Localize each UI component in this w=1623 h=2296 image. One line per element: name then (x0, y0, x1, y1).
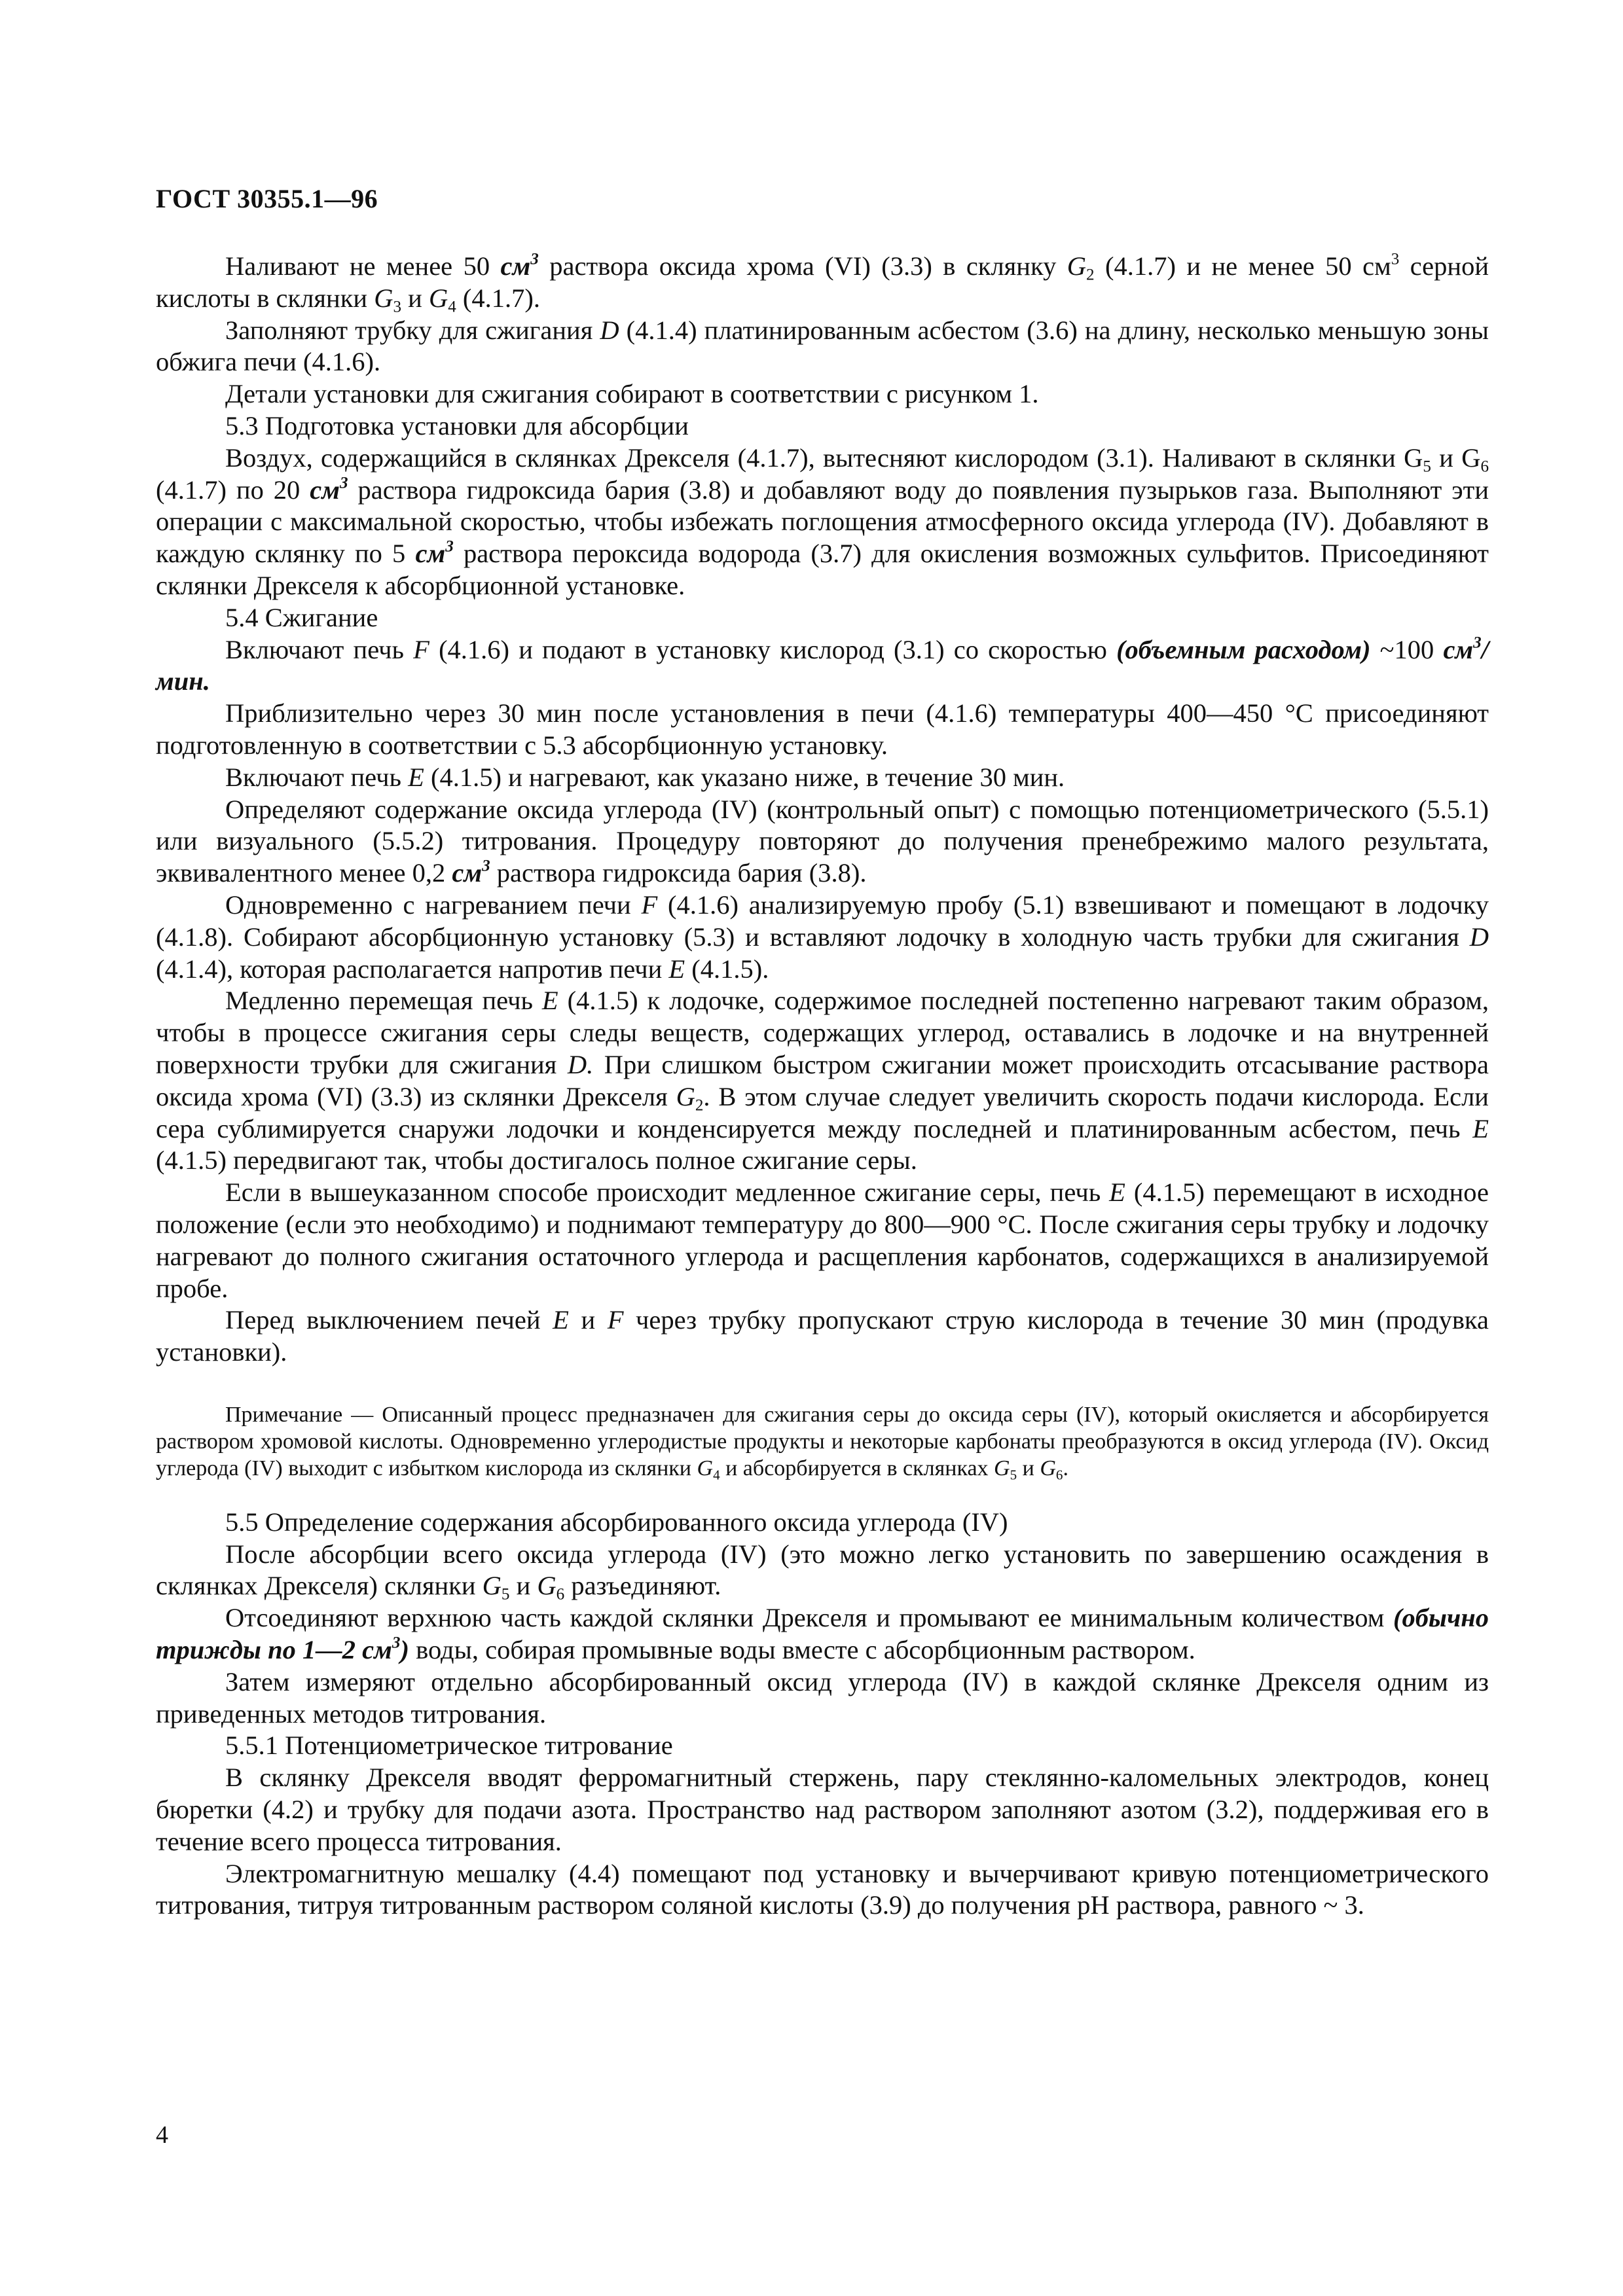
paragraph: После абсорбции всего оксида углерода (IV) (это можно легко установить по завершению осаждения в склянках Дрекселя) склянки $G_5$ и $G_6$ разъединяют. (156, 1539, 1489, 1604)
text-run: G (676, 1081, 695, 1111)
paragraph: Включают печь E (4.1.5) и нагревают, как указано ниже, в течение 30 мин. (225, 762, 1065, 792)
text-run: 3 (530, 250, 539, 268)
text-run: 3 (1473, 634, 1482, 652)
paragraph: Медленно перемещая печь E (4.1.5) к лодочке, содержимое последней постепенно нагревают таким образом, чтобы в процессе сжигания серы следы веществ, содержащих углерод, оставались в лодочке и на внутренней поверхности трубки для сжигания D. При слишком быстром сжигании может происходить отсасывание раствора оксида хрома (VI) (3.3) из склянки Дрекселя $G_2$. В этом случае следует увеличить скорость подачи кислорода. Если сера сублимируется снаружи лодочки и конденсируется между последней и платинированным асбестом, печь E (4.1.5) передвигают так, чтобы достигалось полное сжигание серы. (156, 986, 1489, 1175)
paragraph: Приблизительно через 30 мин после установления в печи (4.1.6) температуры 400—450 °С присоединяют подготовленную в соответствии с 5.3 абсорбционную установку. (156, 698, 1489, 760)
paragraph: Отсоединяют верхнюю часть каждой склянки Дрекселя и промывают ее минимальным количеством (обычно трижды по 1—2 $см^3$) воды, собирая промывные воды вместе с абсорбционным раствором. (156, 1603, 1489, 1665)
document-header: ГОСТ 30355.1—96 (156, 184, 378, 213)
paragraph: Затем измеряют отдельно абсорбированный оксид углерода (IV) в каждой склянке Дрекселя одним из приведенных методов титрования. (156, 1666, 1489, 1729)
section-heading: 5.5 Определение содержания абсорбированного оксида углерода (IV) (225, 1507, 1008, 1537)
text-run: 5 (1423, 457, 1431, 476)
text-run: 6 (1055, 1467, 1063, 1483)
note: Примечание — Описанный процесс предназначен для сжигания серы до оксида серы (IV), который окисляется и абсорбируется раствором хромовой кислоты. Одновременно углеродистые продукты и некоторые карбонаты преобразуются в оксид углерода (IV). Оксид углерода (IV) выходит с избытком кислорода из склянки $G_4$ и абсорбируется в склянках $G_5$ и $G_6$. (156, 1402, 1489, 1483)
text-run: 6 (1480, 457, 1489, 476)
text-run: E (553, 1305, 569, 1335)
text-run: F (413, 634, 429, 664)
text-run: см (1443, 634, 1474, 664)
text-run: 4 (713, 1467, 720, 1483)
text-run: (объемным расходом) (1116, 634, 1371, 664)
text-run: F (607, 1305, 624, 1335)
text-run: ) (400, 1635, 409, 1665)
text-run: см (500, 251, 531, 281)
text-run: см (310, 475, 340, 505)
text-run: 3 (393, 298, 401, 316)
text-run: E (668, 954, 685, 984)
text-run: 2 (695, 1096, 704, 1115)
paragraph: Включают печь F (4.1.6) и подают в установку кислород (3.1) со скоростью (объемным расходом) ~100 $см^3$/мин. (156, 634, 1489, 696)
text-run: см (415, 539, 446, 569)
text-run: 3 (482, 857, 490, 875)
paragraph: Одновременно с нагреванием печи F (4.1.6) анализируемую пробу (5.1) взвешивают и помещают в лодочку (4.1.8). Собирают абсорбционную установку (5.3) и вставляют лодочку в холодную часть трубки для сжигания D (4.1.4), которая располагается напротив печи E (4.1.5). (156, 889, 1489, 984)
paragraph: Электромагнитную мешалку (4.4) помещают под установку и вычерчивают кривую потенциометрического титрования, титруя титрованным раствором соляной кислоты (3.9) до получения pH раствора, равного ~ 3. (156, 1858, 1489, 1920)
paragraph: Если в вышеуказанном способе происходит медленное сжигание серы, печь E (4.1.5) перемещают в исходное положение (если это необходимо) и поднимают температуру до 800—900 °С. После сжигания серы трубку и лодочку нагревают до полного сжигания остаточного углерода и расщепления карбонатов, содержащихся в анализируемой пробе. (156, 1177, 1489, 1303)
paragraph: Воздух, содержащийся в склянках Дрекселя (4.1.7), вытесняют кислородом (3.1). Наливают в склянки $G_5$ и $G_6$ (4.1.7) по 20 $см^3$ раствора гидроксида бария (3.8) и добавляют воду до появления пузырьков газа. Выполняют эти операции с максимальной скоростью, чтобы избежать поглощения атмосферного оксида углерода (IV). Добавляют в каждую склянку по 5 $см^3$ раствора пероксида водорода (3.7) для окисления возможных сульфитов. Присоединяют склянки Дрекселя к абсорбционной установке. (156, 442, 1489, 600)
text-run: 5 (1010, 1467, 1017, 1483)
section-heading: 5.4 Сжигание (225, 602, 378, 632)
text-run: G (1067, 251, 1087, 281)
text-run: 5 (501, 1586, 510, 1604)
paragraph: Наливают не менее 50 $см^3$ раствора оксида хрома (VI) (3.3) в склянку $G_2$ (4.1.7) и не менее 50 $см^3$ серной кислоты в склянки $G_3$ и $G_4$ (4.1.7). (156, 250, 1489, 316)
paragraph: Перед выключением печей E и F через трубку пропускают струю кислорода в течение 30 мин (продувка установки). (156, 1305, 1489, 1367)
text-run: G (1040, 1456, 1056, 1480)
paragraph: В склянку Дрекселя вводят ферромагнитный стержень, пару стеклянно-каломельных электродов, конец бюретки (4.2) и трубку для подачи азота. Пространство над раствором заполняют азотом (3.2), поддерживая его в течение всего процесса титрования. (156, 1763, 1489, 1856)
text-run: G (994, 1456, 1010, 1480)
page-number: 4 (156, 2121, 168, 2149)
text-run: 3 (392, 1634, 401, 1652)
text-run: F (641, 889, 658, 920)
paragraph: Определяют содержание оксида углерода (IV) (контрольный опыт) с помощью потенциометрического (5.5.1) или визуального (5.5.2) титрования. Процедуру повторяют до получения пренебрежимо малого результата, эквивалентного менее 0,2 $см^3$ раствора гидроксида бария (3.8). (156, 794, 1489, 888)
text-run: E (1109, 1177, 1125, 1208)
text-run: D. (567, 1049, 594, 1079)
text-run: G (537, 1571, 556, 1601)
text-run: E (541, 986, 558, 1016)
section-heading: 5.5.1 Потенциометрическое титрование (225, 1731, 673, 1761)
text-run: E (408, 762, 424, 792)
text-run: G (374, 283, 393, 313)
paragraph: Заполняют трубку для сжигания D (4.1.4) платинированным асбестом (3.6) на длину, несколько меньшую зоны обжига печи (4.1.6). (156, 315, 1489, 377)
text-run: D (1469, 922, 1489, 952)
text-run: 2 (1086, 266, 1095, 284)
text-run: см (452, 858, 483, 888)
text-run: 6 (556, 1586, 565, 1604)
text-run: 3 (339, 474, 348, 492)
text-run: E (1472, 1113, 1489, 1143)
text-run: /мин. (156, 634, 1489, 696)
text-run: 4 (448, 298, 456, 316)
text-run: 3 (1391, 250, 1400, 268)
text-run: D (600, 315, 619, 345)
text-run: 3 (445, 537, 454, 556)
text-run: G (482, 1571, 501, 1601)
text-run: G (697, 1456, 714, 1480)
text-run: (обычно трижды по 1—2 см (156, 1603, 1489, 1665)
section-heading: 5.3 Подготовка установки для абсорбции (225, 410, 689, 440)
document-body (156, 251, 1489, 1922)
paragraph: Детали установки для сжигания собирают в соответствии с рисунком 1. (225, 379, 1039, 409)
text-run: G (428, 283, 448, 313)
